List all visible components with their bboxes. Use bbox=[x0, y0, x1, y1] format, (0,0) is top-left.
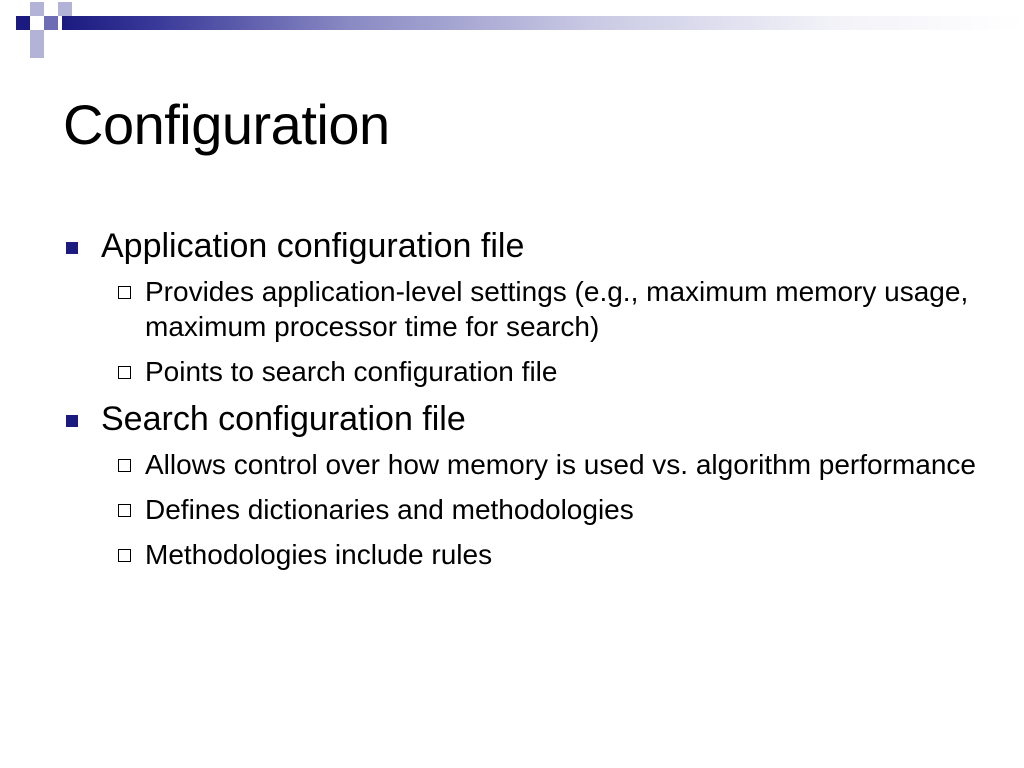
bullet-text: Search configuration file bbox=[101, 400, 466, 438]
bullet-list bbox=[62, 226, 982, 582]
header-square bbox=[44, 16, 58, 30]
sub-bullet-item bbox=[62, 354, 982, 389]
sub-bullet-item bbox=[62, 274, 982, 344]
sub-bullet-item bbox=[62, 537, 982, 572]
sub-bullet-text: Defines dictionaries and methodologies bbox=[145, 494, 634, 525]
sub-bullet-text: Provides application-level settings (e.g., maximum memory usage, maximum processor time for search) bbox=[145, 276, 969, 342]
hollow-square-bullet-icon bbox=[118, 549, 131, 562]
sub-bullet-item bbox=[62, 492, 982, 527]
sub-bullet-item bbox=[62, 447, 982, 482]
sub-bullet-text: Points to search configuration file bbox=[145, 356, 558, 387]
slide-title: Configuration bbox=[63, 93, 390, 156]
bullet-item bbox=[62, 399, 982, 439]
bullet-group bbox=[62, 226, 982, 389]
square-bullet-icon bbox=[66, 415, 78, 427]
header-gradient-bar bbox=[62, 16, 1024, 30]
header-square bbox=[30, 44, 44, 58]
sub-bullet-text: Allows control over how memory is used vs. algorithm performance bbox=[145, 449, 976, 480]
header-square bbox=[30, 2, 44, 16]
sub-bullet-text: Methodologies include rules bbox=[145, 539, 493, 570]
hollow-square-bullet-icon bbox=[118, 504, 131, 517]
header-square bbox=[58, 2, 72, 16]
hollow-square-bullet-icon bbox=[118, 286, 131, 299]
bullet-text: Application configuration file bbox=[101, 227, 525, 265]
bullet-item bbox=[62, 226, 982, 266]
header-square bbox=[16, 16, 30, 30]
bullet-group bbox=[62, 399, 982, 572]
square-bullet-icon bbox=[66, 242, 78, 254]
hollow-square-bullet-icon bbox=[118, 459, 131, 472]
header-square bbox=[30, 30, 44, 44]
hollow-square-bullet-icon bbox=[118, 366, 131, 379]
